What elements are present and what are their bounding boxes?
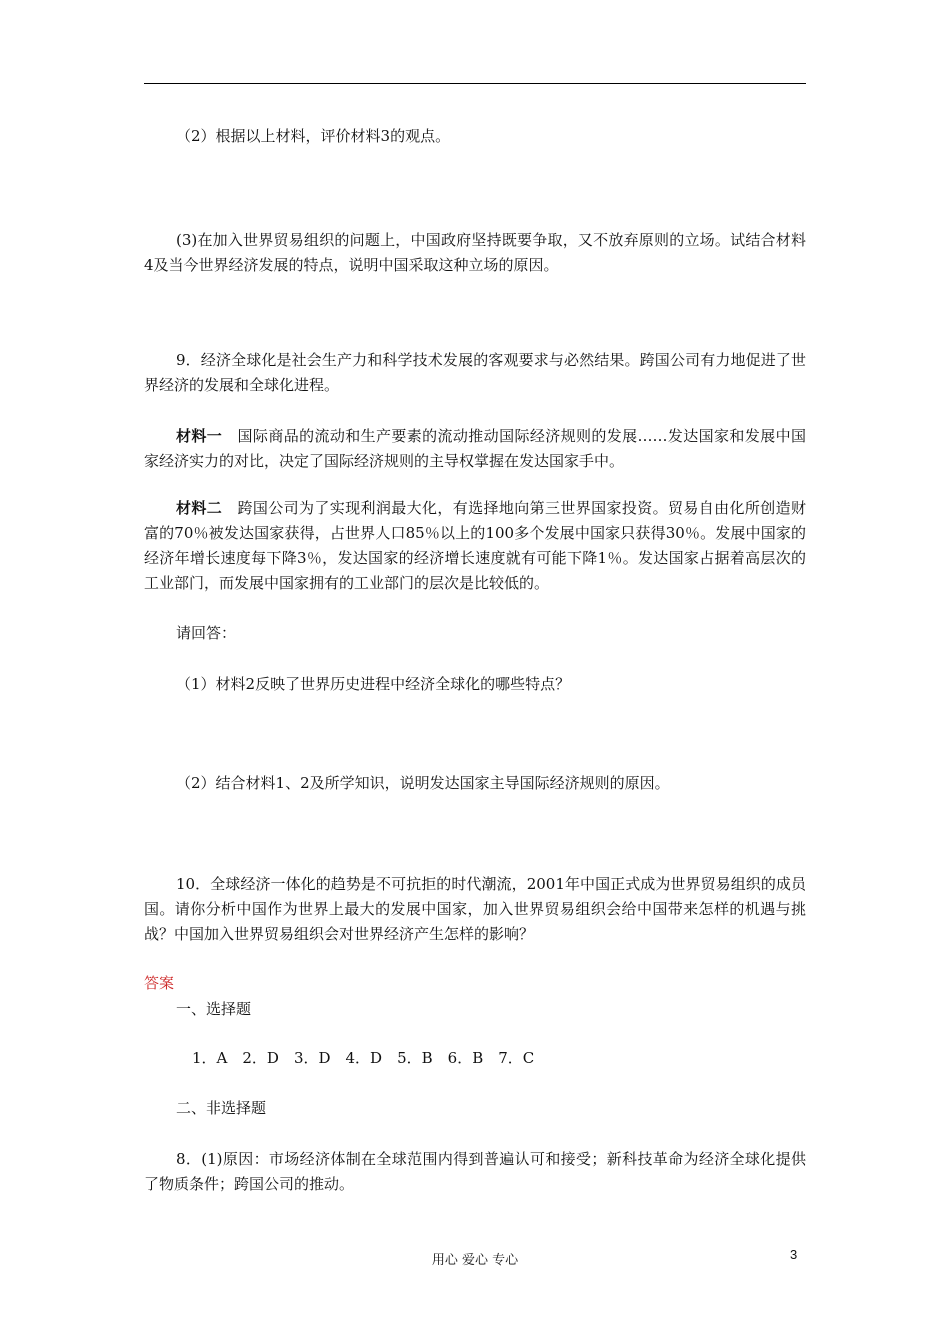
answers-section2: 二、非选择题	[176, 1099, 267, 1117]
answer-q8-1: 8．(1)原因：市场经济体制在全球范围内得到普遍认可和接受；新科技革命为经济全球化提供了物质条件；跨国公司的推动。	[144, 1150, 806, 1193]
answers-heading: 答案	[144, 974, 175, 992]
answers-section1: 一、选择题	[176, 1000, 252, 1018]
footer-slogan: 用心 爱心 专心	[431, 1253, 519, 1268]
q9-sub2: （2）结合材料1、2及所学知识，说明发达国家主导国际经济规则的原因。	[176, 774, 670, 792]
material2-label: 材料二	[176, 499, 223, 517]
q10-stem: 10．全球经济一体化的趋势是不可抗拒的时代潮流，2001年中国正式成为世界贸易组织的成员国。请你分析中国作为世界上最大的发展中国家，加入世界贸易组织会给中国带来怎样的机遇与挑战？中国加入世界贸易组织会对世界经济产生怎样的影响？	[144, 875, 806, 943]
answers-choices: 1．A 2．D 3．D 4．D 5．B 6．B 7．C	[192, 1049, 535, 1067]
material1-label: 材料一	[176, 427, 223, 445]
q9-sub1: （1）材料2反映了世界历史进程中经济全球化的哪些特点？	[176, 675, 571, 693]
q9-material1	[144, 424, 806, 474]
page-number: 3	[790, 1247, 798, 1262]
q8-sub3: (3)在加入世界贸易组织的问题上，中国政府坚持既要争取，又不放弃原则的立场。试结合材料4及当今世界经济发展的特点，说明中国采取这种立场的原因。	[144, 231, 806, 274]
material1-text: 国际商品的流动和生产要素的流动推动国际经济规则的发展……发达国家和发展中国家经济实力的对比，决定了国际经济规则的主导权掌握在发达国家手中。	[144, 427, 806, 470]
q9-prompt: 请回答：	[176, 624, 237, 642]
q8-sub2: （2）根据以上材料，评价材料3的观点。	[176, 127, 451, 145]
header-rule	[144, 83, 806, 84]
q9-stem: 9．经济全球化是社会生产力和科学技术发展的客观要求与必然结果。跨国公司有力地促进了世界经济的发展和全球化进程。	[144, 351, 806, 394]
material2-text: 跨国公司为了实现利润最大化，有选择地向第三世界国家投资。贸易自由化所创造财富的70％被发达国家获得，占世界人口85％以上的100多个发展中国家只获得30％。发展中国家的经济年增长速度每下降3％，发达国家的经济增长速度就有可能下降1％。发达国家占据着高层次的工业部门，而发展中国家拥有的工业部门的层次是比较低的。	[144, 499, 806, 592]
q9-material2	[144, 496, 806, 596]
